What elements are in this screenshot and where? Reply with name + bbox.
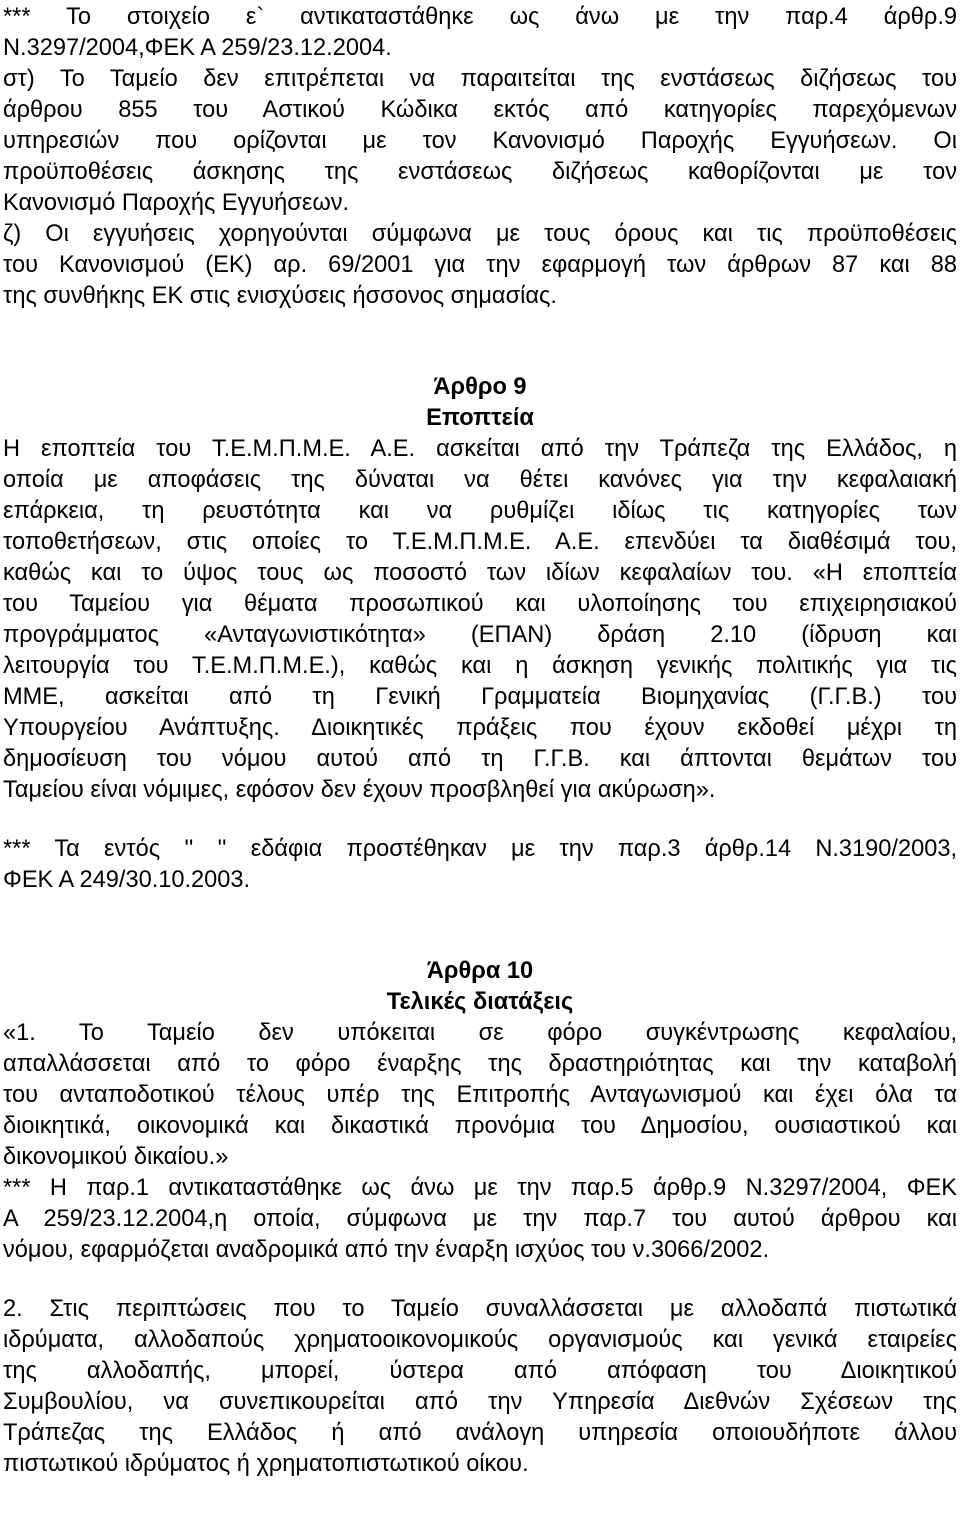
text-line: Τράπεζας της Ελλάδος ή από ανάλογη υπηρεσία οποιουδήποτε άλλου bbox=[3, 1420, 957, 1446]
text-line: ΜΜΕ, ασκείται από τη Γενική Γραμματεία Βιομηχανίας (Γ.Γ.Β.) του bbox=[3, 684, 957, 710]
text-line: Ν.3297/2004,ΦΕΚ Α 259/23.12.2004. bbox=[3, 35, 392, 61]
text-line: διοικητικά, οικονομικά και δικαστικά προνόμια του Δημοσίου, ουσιαστικού και bbox=[3, 1113, 957, 1139]
text-line: *** Η παρ.1 αντικαταστάθηκε ως άνω με την παρ.5 άρθρ.9 Ν.3297/2004, ΦΕΚ bbox=[3, 1175, 957, 1201]
text-line: Κανονισμό Παροχής Εγγυήσεων. bbox=[3, 190, 350, 216]
text-line: του ανταποδοτικού τέλους υπέρ της Επιτροπής Ανταγωνισμού και έχει όλα τα bbox=[3, 1082, 957, 1108]
text-line: δικονομικού δικαίου.» bbox=[3, 1144, 229, 1170]
article-title: Άρθρο 9 bbox=[433, 374, 527, 400]
text-line: του Κανονισμού (ΕΚ) αρ. 69/2001 για την εφαρμογή των άρθρων 87 και 88 bbox=[3, 252, 957, 278]
amendment-note-2 bbox=[3, 834, 957, 896]
text-line: στ) Το Ταμείο δεν επιτρέπεται να παραιτείται της ενστάσεως διζήσεως του bbox=[3, 66, 957, 92]
article-10-paragraph-2 bbox=[3, 1294, 957, 1480]
spacer bbox=[3, 806, 957, 834]
text-line: τοποθετήσεων, στις οποίες το Τ.Ε.Μ.Π.Μ.Ε. Α.Ε. επενδύει τα διαθέσιμά του, bbox=[3, 529, 957, 555]
text-line: λειτουργία του Τ.Ε.Μ.Π.Μ.Ε.), καθώς και η άσκηση γενικής πολιτικής για τις bbox=[3, 653, 957, 679]
text-line: *** Τα εντός '' '' εδάφια προστέθηκαν με την παρ.3 άρθρ.14 Ν.3190/2003, bbox=[3, 836, 957, 862]
text-line: της συνθήκης ΕΚ στις ενισχύσεις ήσσονος σημασίας. bbox=[3, 283, 557, 309]
spacer bbox=[3, 312, 957, 372]
text-line: της αλλοδαπής, μπορεί, ύστερα από απόφαση του Διοικητικού bbox=[3, 1358, 957, 1384]
text-line: *** Το στοιχείο ε` αντικαταστάθηκε ως άνω με την παρ.4 άρθρ.9 bbox=[3, 4, 957, 30]
text-line: υπηρεσιών που ορίζονται με τον Κανονισμό Παροχής Εγγυήσεων. Οι bbox=[3, 128, 957, 154]
text-line: επάρκεια, τη ρευστότητα και να ρυθμίζει ιδίως τις κατηγορίες των bbox=[3, 498, 957, 524]
spacer bbox=[3, 896, 957, 956]
article-subtitle: Εποπτεία bbox=[426, 405, 534, 431]
text-line: «1. Το Ταμείο δεν υπόκειται σε φόρο συγκέντρωσης κεφαλαίου, bbox=[3, 1020, 957, 1046]
text-line: ΦΕΚ Α 249/30.10.2003. bbox=[3, 867, 251, 893]
article-title: Άρθρα 10 bbox=[426, 958, 534, 984]
text-line: ιδρύματα, αλλοδαπούς χρηματοοικονομικούς οργανισμούς και γενικά εταιρείες bbox=[3, 1327, 957, 1353]
text-line: ζ) Οι εγγυήσεις χορηγούνται σύμφωνα με τους όρους και τις προϋποθέσεις bbox=[3, 221, 957, 247]
text-line: Ταμείου είναι νόμιμες, εφόσον δεν έχουν προσβληθεί για ακύρωση». bbox=[3, 777, 716, 803]
text-line: του Ταμείου για θέματα προσωπικού και υλοποίησης του επιχειρησιακού bbox=[3, 591, 957, 617]
text-line: δημοσίευση του νόμου αυτού από τη Γ.Γ.Β. και άπτονται θεμάτων του bbox=[3, 746, 957, 772]
text-line: Η εποπτεία του Τ.Ε.Μ.Π.Μ.Ε. Α.Ε. ασκείται από την Τράπεζα της Ελλάδος, η bbox=[3, 436, 957, 462]
article-10-paragraph-1 bbox=[3, 1018, 957, 1173]
paragraph-z bbox=[3, 219, 957, 312]
text-line: Υπουργείου Ανάπτυξης. Διοικητικές πράξεις που έχουν εκδοθεί μέχρι τη bbox=[3, 715, 957, 741]
article-9-body bbox=[3, 434, 957, 806]
text-line: προγράμματος «Ανταγωνιστικότητα» (ΕΠΑΝ) δράση 2.10 (ίδρυση και bbox=[3, 622, 957, 648]
paragraph-st bbox=[3, 64, 957, 219]
text-line: νόμου, εφαρμόζεται αναδρομικά από την έναρξη ισχύος του ν.3066/2002. bbox=[3, 1237, 770, 1263]
text-line: πιστωτικού ιδρύματος ή χρηματοπιστωτικού οίκου. bbox=[3, 1451, 529, 1477]
text-line: οποία με αποφάσεις της δύναται να θέτει κανόνες για την κεφαλαιακή bbox=[3, 467, 957, 493]
text-line: προϋποθέσεις άσκησης της ενστάσεως διζήσεως καθορίζονται με τον bbox=[3, 159, 957, 185]
amendment-note-3 bbox=[3, 1173, 957, 1266]
spacer bbox=[3, 1266, 957, 1294]
amendment-note-1 bbox=[3, 2, 957, 64]
text-line: καθώς και το ύψος τους ως ποσοστό των ιδίων κεφαλαίων του. «Η εποπτεία bbox=[3, 560, 957, 586]
text-line: Α 259/23.12.2004,η οποία, σύμφωνα με την παρ.7 του αυτού άρθρου και bbox=[3, 1206, 957, 1232]
article-10-heading bbox=[3, 956, 957, 1018]
text-line: Συμβουλίου, να συνεπικουρείται από την Υπηρεσία Διεθνών Σχέσεων της bbox=[3, 1389, 957, 1415]
article-subtitle: Τελικές διατάξεις bbox=[386, 989, 574, 1015]
text-line: άρθρου 855 του Αστικού Κώδικα εκτός από κατηγορίες παρεχόμενων bbox=[3, 97, 957, 123]
text-line: απαλλάσσεται από το φόρο έναρξης της δραστηριότητας και την καταβολή bbox=[3, 1051, 957, 1077]
text-line: 2. Στις περιπτώσεις που το Ταμείο συναλλάσσεται με αλλοδαπά πιστωτικά bbox=[3, 1296, 957, 1322]
article-9-heading bbox=[3, 372, 957, 434]
